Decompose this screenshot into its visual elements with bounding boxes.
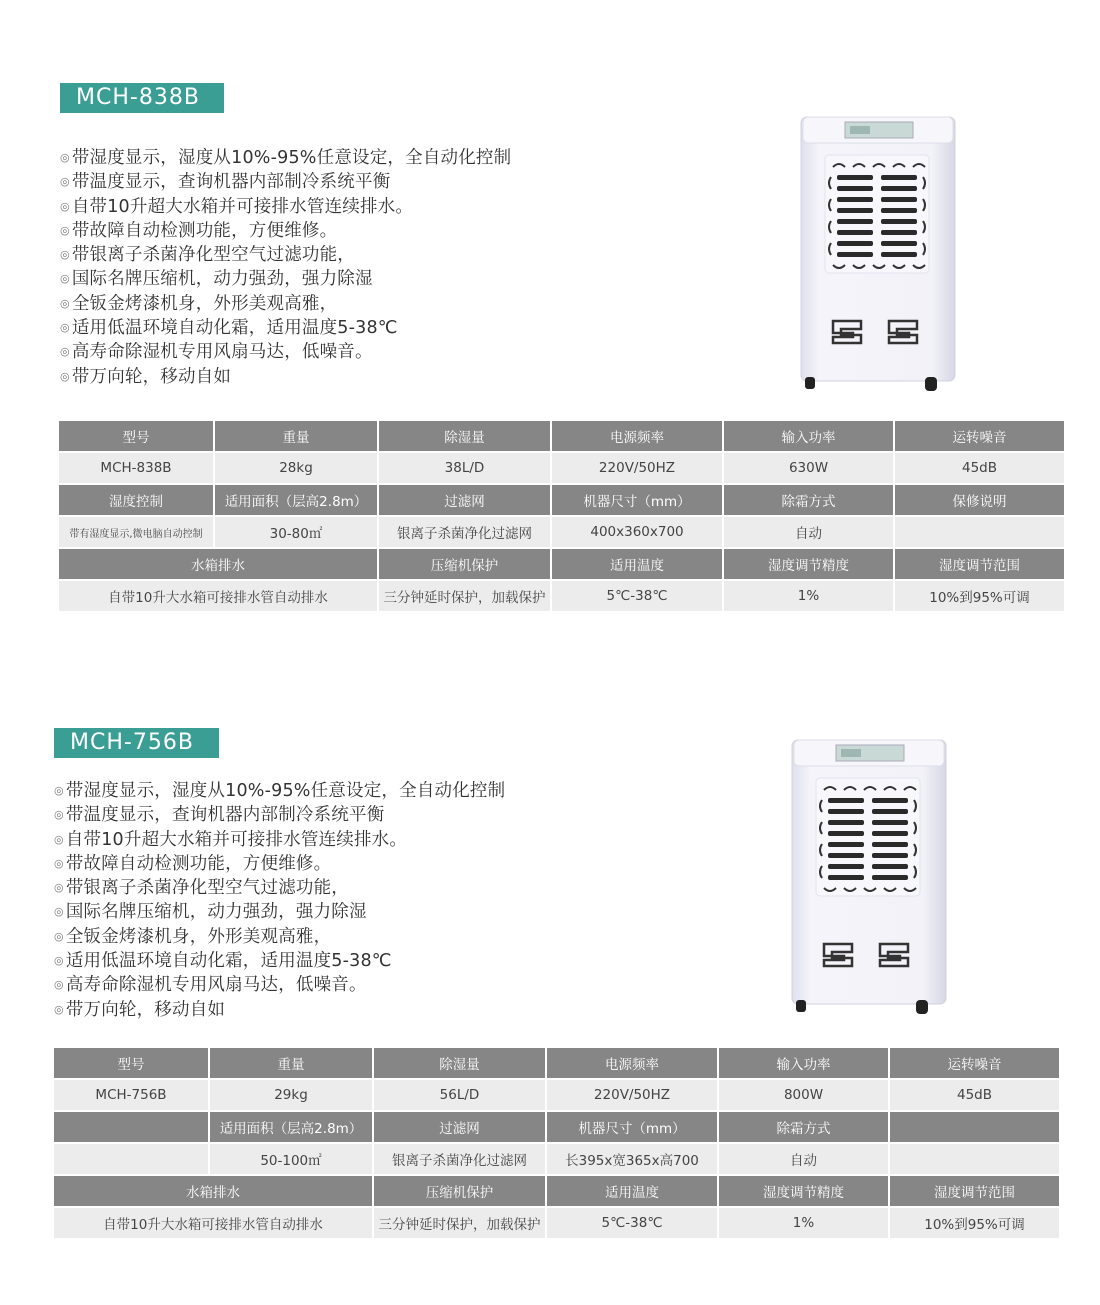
circle-dot-icon: ◎	[54, 856, 64, 870]
table-cell: 1%	[718, 1207, 889, 1239]
table-cell: MCH-838B	[59, 452, 214, 484]
circle-dot-icon: ◎	[60, 248, 70, 262]
table-cell: 10%到95%可调	[889, 1207, 1060, 1239]
table-header-cell: 电源频率	[546, 1048, 718, 1079]
table-header-cell: 适用温度	[551, 548, 723, 580]
circle-dot-icon: ◎	[54, 881, 64, 895]
table-header-cell: 除湿量	[378, 421, 551, 452]
table-cell: 长395x宽365x高700	[546, 1143, 718, 1175]
product-section-1	[0, 0, 1100, 620]
table-cell: 630W	[723, 452, 894, 484]
feature-item: ◎ 带湿度显示，湿度从10%-95%任意设定，全自动化控制	[60, 148, 512, 168]
circle-dot-icon: ◎	[54, 929, 64, 943]
table-header-cell: 压缩机保护	[378, 548, 551, 580]
feature-item: ◎ 带银离子杀菌净化型空气过滤功能，	[54, 878, 350, 899]
circle-dot-icon: ◎	[54, 905, 64, 919]
table-cell: 28kg	[214, 452, 378, 484]
circle-dot-icon: ◎	[54, 1002, 64, 1016]
table-row	[59, 484, 1065, 516]
feature-item: ◎ 高寿命除湿机专用风扇马达，低噪音。	[60, 342, 373, 363]
table-header-cell: 机器尺寸（mm）	[551, 484, 723, 516]
table-header-cell: 湿度调节范围	[889, 1175, 1060, 1207]
dehumidifier-image	[795, 115, 963, 395]
table-cell: 自动	[718, 1143, 889, 1175]
table-header-cell: 水箱排水	[54, 1175, 373, 1207]
feature-item: ◎ 带万向轮，移动自如	[60, 366, 232, 387]
table-cell: 220V/50HZ	[551, 452, 723, 484]
table-row	[59, 452, 1065, 484]
table-cell: 三分钟延时保护，加载保护	[373, 1207, 546, 1239]
dehumidifier-image	[786, 738, 954, 1018]
table-header-cell: 适用温度	[546, 1175, 718, 1207]
feature-item: ◎ 全钣金烤漆机身，外形美观高雅，	[54, 926, 332, 947]
table-header-cell: 湿度调节精度	[723, 548, 894, 580]
feature-item: ◎ 适用低温环境自动化霜，适用温度5-38℃	[60, 318, 398, 339]
feature-item: ◎ 国际名牌压缩机，动力强劲，强力除湿	[60, 269, 373, 290]
feature-item: ◎ 带故障自动检测功能，方便维修。	[60, 220, 338, 241]
table-header-cell: 输入功率	[723, 421, 894, 452]
table-cell: 56L/D	[373, 1079, 546, 1111]
feature-item: ◎ 带银离子杀菌净化型空气过滤功能，	[60, 245, 356, 266]
circle-dot-icon: ◎	[54, 832, 64, 846]
feature-item: ◎ 带湿度显示，湿度从10%-95%任意设定，全自动化控制	[54, 781, 506, 801]
table-cell: 45dB	[889, 1079, 1060, 1111]
table-cell: 50-100㎡	[209, 1143, 373, 1175]
table-header-cell: 型号	[59, 421, 214, 452]
table-cell: 220V/50HZ	[546, 1079, 718, 1111]
table-row	[54, 1111, 1060, 1143]
table-header-cell: 输入功率	[718, 1048, 889, 1079]
spec-table	[54, 1048, 1061, 1240]
table-header-cell: 除湿量	[373, 1048, 546, 1079]
model-tag: MCH-838B	[60, 83, 224, 113]
feature-item: ◎ 高寿命除湿机专用风扇马达，低噪音。	[54, 975, 367, 996]
table-cell: 45dB	[894, 452, 1065, 484]
table-cell: 5℃-38℃	[546, 1207, 718, 1239]
table-header-cell	[54, 1111, 209, 1143]
table-cell	[889, 1143, 1060, 1175]
table-header-cell: 除霜方式	[718, 1111, 889, 1143]
table-row	[54, 1143, 1060, 1175]
table-row	[54, 1175, 1060, 1207]
table-header-cell: 重量	[209, 1048, 373, 1079]
table-cell: 银离子杀菌净化过滤网	[373, 1143, 546, 1175]
circle-dot-icon: ◎	[54, 808, 64, 822]
table-header-cell: 保修说明	[894, 484, 1065, 516]
table-header-cell: 电源频率	[551, 421, 723, 452]
circle-dot-icon: ◎	[60, 321, 70, 335]
table-header-cell: 湿度调节精度	[718, 1175, 889, 1207]
table-cell: 三分钟延时保护，加载保护	[378, 580, 551, 612]
table-cell: 38L/D	[378, 452, 551, 484]
circle-dot-icon: ◎	[60, 345, 70, 359]
table-cell: 29kg	[209, 1079, 373, 1111]
circle-dot-icon: ◎	[54, 978, 64, 992]
table-cell: 带有湿度显示,微电脑自动控制	[59, 516, 214, 548]
table-row	[54, 1207, 1060, 1239]
table-row	[59, 548, 1065, 580]
table-header-cell: 适用面积（层高2.8m）	[209, 1111, 373, 1143]
feature-item: ◎ 带温度显示，查询机器内部制冷系统平衡	[60, 172, 391, 193]
feature-item: ◎ 全钣金烤漆机身，外形美观高雅，	[60, 293, 338, 314]
table-row	[59, 580, 1065, 612]
table-header-cell: 湿度调节范围	[894, 548, 1065, 580]
feature-item: ◎ 适用低温环境自动化霜，适用温度5-38℃	[54, 951, 392, 972]
feature-item: ◎ 带万向轮，移动自如	[54, 999, 226, 1020]
feature-item: ◎ 带故障自动检测功能，方便维修。	[54, 853, 332, 874]
circle-dot-icon: ◎	[54, 784, 64, 797]
circle-dot-icon: ◎	[60, 296, 70, 310]
circle-dot-icon: ◎	[60, 272, 70, 286]
table-header-cell: 压缩机保护	[373, 1175, 546, 1207]
table-header-cell: 机器尺寸（mm）	[546, 1111, 718, 1143]
table-cell: 800W	[718, 1079, 889, 1111]
table-row	[54, 1079, 1060, 1111]
table-header-cell: 运转噪音	[889, 1048, 1060, 1079]
circle-dot-icon: ◎	[60, 199, 70, 213]
spec-table	[59, 421, 1066, 613]
table-cell: 30-80㎡	[214, 516, 378, 548]
table-header-cell: 过滤网	[373, 1111, 546, 1143]
table-header-cell: 湿度控制	[59, 484, 214, 516]
table-cell	[894, 516, 1065, 548]
table-header-cell: 运转噪音	[894, 421, 1065, 452]
table-cell: 自动	[723, 516, 894, 548]
table-cell: 5℃-38℃	[551, 580, 723, 612]
table-header-cell: 除霜方式	[723, 484, 894, 516]
table-cell: 10%到95%可调	[894, 580, 1065, 612]
feature-list	[60, 146, 511, 389]
table-header-cell: 适用面积（层高2.8m）	[214, 484, 378, 516]
circle-dot-icon: ◎	[60, 369, 70, 383]
table-cell: 1%	[723, 580, 894, 612]
circle-dot-icon: ◎	[60, 175, 70, 189]
feature-list	[54, 779, 505, 1022]
table-row	[59, 516, 1065, 548]
circle-dot-icon: ◎	[54, 954, 64, 968]
table-header-cell: 水箱排水	[59, 548, 378, 580]
table-header-cell: 重量	[214, 421, 378, 452]
table-row	[54, 1048, 1060, 1079]
feature-item: ◎ 带温度显示，查询机器内部制冷系统平衡	[54, 805, 385, 826]
table-cell: 自带10升大水箱可接排水管自动排水	[59, 580, 378, 612]
model-tag: MCH-756B	[54, 728, 219, 758]
feature-item: ◎ 自带10升超大水箱并可接排水管连续排水。	[54, 829, 408, 850]
feature-item: ◎ 国际名牌压缩机，动力强劲，强力除湿	[54, 902, 367, 923]
table-header-cell: 型号	[54, 1048, 209, 1079]
circle-dot-icon: ◎	[60, 151, 70, 164]
table-header-cell: 过滤网	[378, 484, 551, 516]
feature-item: ◎ 自带10升超大水箱并可接排水管连续排水。	[60, 196, 414, 217]
table-row	[59, 421, 1065, 452]
table-cell: 自带10升大水箱可接排水管自动排水	[54, 1207, 373, 1239]
table-cell: 银离子杀菌净化过滤网	[378, 516, 551, 548]
table-cell: 400x360x700	[551, 516, 723, 548]
table-cell	[54, 1143, 209, 1175]
table-header-cell	[889, 1111, 1060, 1143]
circle-dot-icon: ◎	[60, 223, 70, 237]
table-cell: MCH-756B	[54, 1079, 209, 1111]
